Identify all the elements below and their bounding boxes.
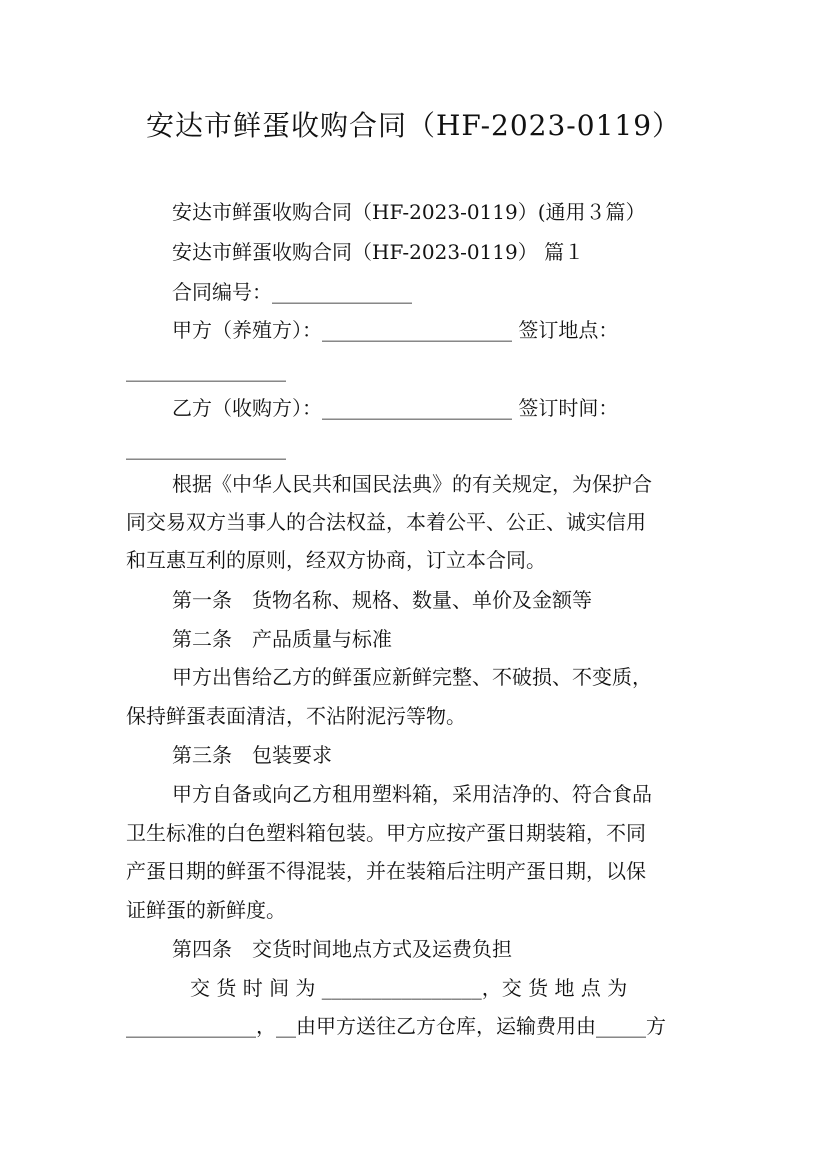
paragraph-line: 甲方出售给乙方的鲜蛋应新鲜完整、不破损、不变质， <box>172 665 652 689</box>
document-title: 安达市鲜蛋收购合同（HF-2023-0119） <box>145 109 682 142</box>
article-heading: 第三条 包装要求 <box>172 743 332 767</box>
paragraph-line: 卫生标准的白色塑料箱包装。甲方应按产蛋日期装箱，不同 <box>126 821 646 845</box>
signing-time-blank: ________________ <box>126 436 286 460</box>
party-b-line: 乙方（收购方）：___________________ 签订时间： <box>172 396 619 420</box>
paragraph-line: 证鲜蛋的新鲜度。 <box>126 898 286 922</box>
paragraph-line: _____________，__由甲方送往乙方仓库，运输费用由_____方 <box>126 1014 666 1038</box>
article-heading: 第二条 产品质量与标准 <box>172 627 392 651</box>
article-heading: 第一条 货物名称、规格、数量、单价及金额等 <box>172 588 592 612</box>
paragraph-line: 交 货 时 间 为 ________________，交 货 地 点 为 <box>190 976 628 1000</box>
article-heading: 第四条 交货时间地点方式及运费负担 <box>172 937 512 961</box>
paragraph-line: 同交易双方当事人的合法权益，本着公平、公正、诚实信用 <box>126 510 646 534</box>
subtitle-line: 安达市鲜蛋收购合同（HF-2023-0119）(通用３篇） <box>172 200 646 224</box>
paragraph-line: 甲方自备或向乙方租用塑料箱，采用洁净的、符合食品 <box>172 782 652 806</box>
contract-number-line: 合同编号：______________ <box>172 280 412 304</box>
section-heading: 安达市鲜蛋收购合同（HF-2023-0119） 篇１ <box>172 240 585 264</box>
paragraph-line: 保持鲜蛋表面清洁，不沾附泥污等物。 <box>126 704 466 728</box>
party-a-line: 甲方（养殖方）：___________________ 签订地点： <box>172 318 619 342</box>
paragraph-line: 根据《中华人民共和国民法典》的有关规定，为保护合 <box>172 472 652 496</box>
paragraph-line: 和互惠互利的原则，经双方协商，订立本合同。 <box>126 548 546 572</box>
paragraph-line: 产蛋日期的鲜蛋不得混装，并在装箱后注明产蛋日期，以保 <box>126 859 646 883</box>
signing-place-blank: ________________ <box>126 358 286 382</box>
